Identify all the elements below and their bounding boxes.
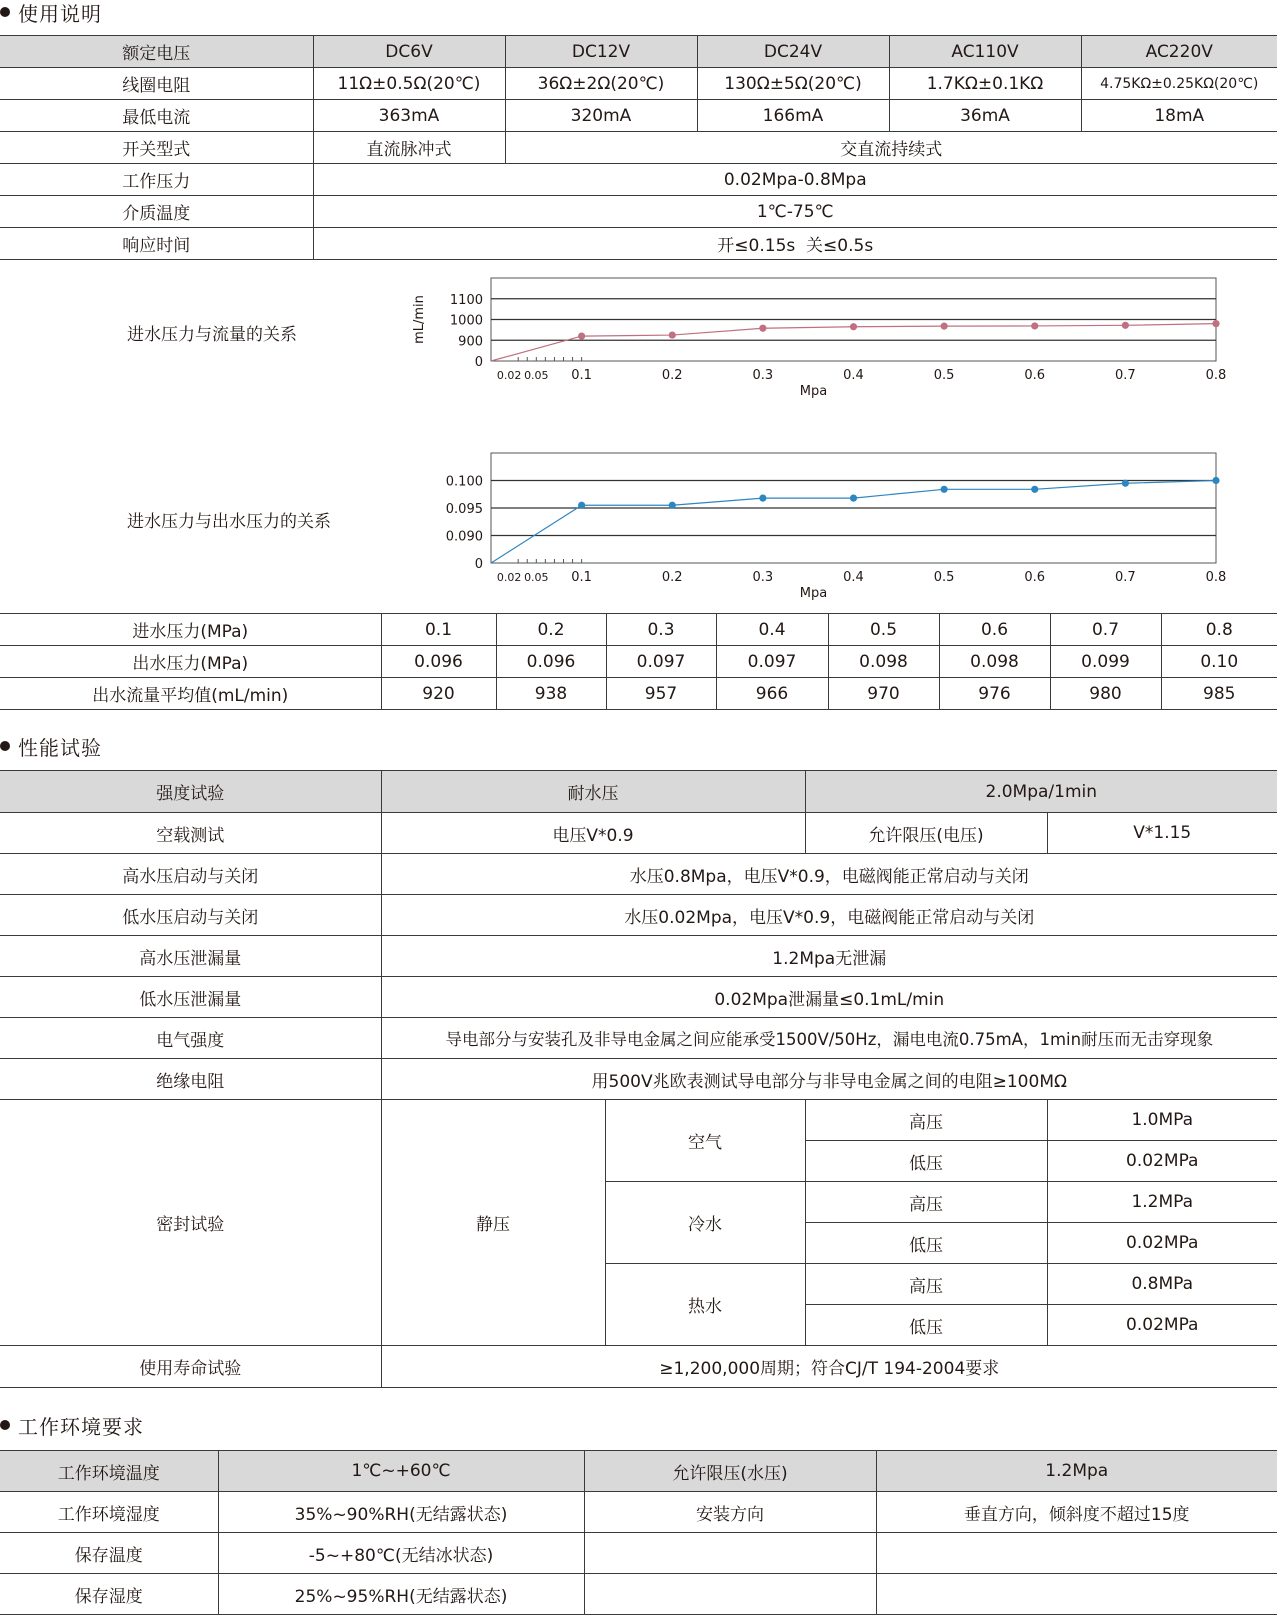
y-tick-label: 1000	[449, 313, 483, 329]
resistance-value: 36Ω±2Ω(20℃)	[505, 68, 697, 100]
switch-ac: 交直流持续式	[505, 132, 1277, 164]
x-tick-label: 0.1	[571, 368, 592, 383]
y-tick-label: 1100	[449, 292, 483, 308]
response-value: 开≤0.15s 关≤0.5s	[313, 228, 1277, 260]
x-tick-label: 0.6	[1024, 368, 1046, 383]
noload-v2: 允许限压(电压)	[805, 813, 1047, 854]
low-start-row	[0, 895, 1277, 936]
voltage-dc24: DC24V	[697, 36, 889, 68]
usage-table	[0, 35, 1277, 260]
voltage-row	[0, 36, 1277, 68]
strength-col2: 耐水压	[381, 771, 805, 813]
inlet-value: 0.8	[1161, 614, 1277, 646]
env-key: 保存湿度	[0, 1574, 218, 1615]
x-axis-label: Mpa	[799, 586, 828, 601]
bullet-icon	[0, 741, 10, 751]
switch-dc: 直流脉冲式	[313, 132, 505, 164]
seal-high-label: 高压	[805, 1264, 1047, 1305]
high-leak-label: 高水压泄漏量	[0, 936, 381, 977]
outlet-value: 0.098	[939, 646, 1050, 678]
inlet-value: 0.5	[828, 614, 939, 646]
env-row	[0, 1533, 1277, 1574]
seal-low-label: 低压	[805, 1141, 1047, 1182]
outlet-value: 0.098	[828, 646, 939, 678]
env-value: 垂直方向，倾斜度不超过15度	[876, 1492, 1277, 1533]
data-point	[578, 502, 585, 509]
performance-section-title: 性能试验	[0, 734, 102, 758]
noload-v1: 电压V*0.9	[381, 813, 805, 854]
resistance-label: 线圈电阻	[0, 68, 313, 100]
y-tick-label: 0.100	[445, 474, 483, 490]
life-row	[0, 1346, 1277, 1388]
temp-value: 1℃-75℃	[313, 196, 1277, 228]
outlet-value: 0.097	[716, 646, 828, 678]
data-point	[759, 495, 766, 502]
pressure-label: 工作压力	[0, 164, 313, 196]
env-key	[584, 1533, 876, 1574]
inlet-value: 0.3	[606, 614, 716, 646]
data-point	[669, 502, 676, 509]
flow-label: 出水流量平均值(mL/min)	[0, 678, 381, 710]
x-tick-label: 0.05	[524, 571, 549, 584]
flow-value: 966	[716, 678, 828, 710]
seal-row	[0, 1100, 1277, 1141]
voltage-dc12: DC12V	[505, 36, 697, 68]
x-tick-label: 0.3	[752, 368, 774, 383]
env-value: 35%~90%RH(无结露状态)	[218, 1492, 584, 1533]
env-row	[0, 1492, 1277, 1533]
low-start-value: 水压0.02Mpa，电压V*0.9，电磁阀能正常启动与关闭	[381, 895, 1277, 936]
low-leak-value: 0.02Mpa泄漏量≤0.1mL/min	[381, 977, 1277, 1018]
x-tick-label: 0.4	[843, 368, 864, 383]
data-point	[669, 331, 676, 338]
seal-low-label: 低压	[805, 1305, 1047, 1346]
x-axis-label: Mpa	[799, 384, 828, 399]
switch-label: 开关型式	[0, 132, 313, 164]
env-value	[876, 1533, 1277, 1574]
y-tick-label: 0	[474, 355, 483, 370]
flow-value: 957	[606, 678, 716, 710]
current-label: 最低电流	[0, 100, 313, 132]
electric-value: 导电部分与安装孔及非导电金属之间应能承受1500V/50Hz，漏电电流0.75mA，1min耐压而无击穿现象	[381, 1018, 1277, 1059]
strength-row	[0, 771, 1277, 813]
high-leak-row	[0, 936, 1277, 977]
inlet-label: 进水压力(MPa)	[0, 614, 381, 646]
low-leak-label: 低水压泄漏量	[0, 977, 381, 1018]
pressure-row	[0, 164, 1277, 196]
y-tick-label: 0.090	[445, 529, 483, 545]
x-tick-label: 0.1	[571, 570, 592, 585]
data-point	[1031, 486, 1038, 493]
flow-value: 980	[1050, 678, 1161, 710]
low-leak-row	[0, 977, 1277, 1018]
data-point	[1122, 322, 1129, 329]
env-key: 工作环境温度	[0, 1451, 218, 1492]
env-key: 保存温度	[0, 1533, 218, 1574]
strength-label: 强度试验	[0, 771, 381, 813]
insulation-value: 用500V兆欧表测试导电部分与非导电金属之间的电阻≥100MΩ	[381, 1059, 1277, 1100]
x-tick-label: 0.6	[1024, 570, 1046, 585]
env-value	[876, 1574, 1277, 1615]
x-tick-label: 0.02	[496, 369, 522, 382]
outlet-value: 0.096	[381, 646, 496, 678]
seal-high-value: 1.0MPa	[1047, 1100, 1277, 1141]
inlet-row	[0, 614, 1277, 646]
electric-row	[0, 1018, 1277, 1059]
data-point	[850, 495, 857, 502]
y-tick-label: 0	[474, 557, 483, 572]
life-value: ≥1,200,000周期；符合CJ/T 194-2004要求	[381, 1346, 1277, 1388]
switch-row	[0, 132, 1277, 164]
seal-low-label: 低压	[805, 1223, 1047, 1264]
outlet-value: 0.097	[606, 646, 716, 678]
env-value: 1.2Mpa	[876, 1451, 1277, 1492]
pressure-value: 0.02Mpa-0.8Mpa	[313, 164, 1277, 196]
outlet-row	[0, 646, 1277, 678]
seal-low-value: 0.02MPa	[1047, 1141, 1277, 1182]
env-value: 25%~95%RH(无结露状态)	[218, 1574, 584, 1615]
x-tick-label: 0.05	[524, 369, 549, 382]
seal-medium-cold: 冷水	[605, 1182, 805, 1264]
bullet-icon	[0, 7, 10, 17]
inlet-value: 0.2	[496, 614, 606, 646]
seal-high-value: 1.2MPa	[1047, 1182, 1277, 1223]
inlet-value: 0.1	[381, 614, 496, 646]
data-point	[941, 323, 948, 330]
inlet-value: 0.7	[1050, 614, 1161, 646]
current-value: 166mA	[697, 100, 889, 132]
current-value: 320mA	[505, 100, 697, 132]
flow-row	[0, 678, 1277, 710]
pressure-table	[0, 613, 1277, 710]
noload-row	[0, 813, 1277, 854]
seal-medium-air: 空气	[605, 1100, 805, 1182]
x-tick-label: 0.7	[1115, 570, 1136, 585]
environment-section-title: 工作环境要求	[0, 1413, 144, 1437]
env-key	[584, 1574, 876, 1615]
current-value: 36mA	[889, 100, 1081, 132]
strength-col3: 2.0Mpa/1min	[805, 771, 1277, 813]
data-point	[850, 323, 857, 330]
data-point	[1212, 320, 1219, 327]
response-row	[0, 228, 1277, 260]
outlet-value: 0.10	[1161, 646, 1277, 678]
resistance-value: 11Ω±0.5Ω(20℃)	[313, 68, 505, 100]
current-row	[0, 100, 1277, 132]
high-start-row	[0, 854, 1277, 895]
env-value: 1℃~+60℃	[218, 1451, 584, 1492]
series-line	[491, 481, 1216, 564]
x-tick-label: 0.8	[1205, 570, 1227, 585]
data-point	[759, 325, 766, 332]
temp-label: 介质温度	[0, 196, 313, 228]
insulation-row	[0, 1059, 1277, 1100]
env-key: 工作环境湿度	[0, 1492, 218, 1533]
bullet-icon	[0, 1420, 10, 1430]
x-tick-label: 0.5	[933, 368, 955, 383]
current-value: 18mA	[1081, 100, 1277, 132]
data-point	[1122, 480, 1129, 487]
seal-static: 静压	[381, 1100, 605, 1346]
electric-label: 电气强度	[0, 1018, 381, 1059]
high-leak-value: 1.2Mpa无泄漏	[381, 936, 1277, 977]
x-tick-label: 0.7	[1115, 368, 1136, 383]
x-tick-label: 0.5	[933, 570, 955, 585]
voltage-ac110: AC110V	[889, 36, 1081, 68]
high-start-value: 水压0.8Mpa，电压V*0.9，电磁阀能正常启动与关闭	[381, 854, 1277, 895]
seal-label: 密封试验	[0, 1100, 381, 1346]
x-tick-label: 0.3	[752, 570, 774, 585]
inlet-value: 0.4	[716, 614, 828, 646]
response-label: 响应时间	[0, 228, 313, 260]
noload-label: 空载测试	[0, 813, 381, 854]
noload-v3: V*1.15	[1047, 813, 1277, 854]
voltage-label: 额定电压	[0, 36, 313, 68]
x-tick-label: 0.02	[496, 571, 522, 584]
performance-table	[0, 770, 1277, 1388]
resistance-value: 130Ω±5Ω(20℃)	[697, 68, 889, 100]
temp-row	[0, 196, 1277, 228]
x-tick-label: 0.4	[843, 570, 864, 585]
flow-value: 985	[1161, 678, 1277, 710]
outlet-label: 出水压力(MPa)	[0, 646, 381, 678]
data-point	[1212, 477, 1219, 484]
resistance-value: 4.75KΩ±0.25KΩ(20℃)	[1081, 68, 1277, 100]
high-start-label: 高水压启动与关闭	[0, 854, 381, 895]
flow-value: 970	[828, 678, 939, 710]
resistance-value: 1.7KΩ±0.1KΩ	[889, 68, 1081, 100]
env-key: 安装方向	[584, 1492, 876, 1533]
outlet-value: 0.096	[496, 646, 606, 678]
env-row	[0, 1574, 1277, 1615]
flow-value: 938	[496, 678, 606, 710]
env-key: 允许限压(水压)	[584, 1451, 876, 1492]
pressure-chart	[380, 448, 1260, 608]
seal-medium-hot: 热水	[605, 1264, 805, 1346]
data-point	[941, 486, 948, 493]
insulation-label: 绝缘电阻	[0, 1059, 381, 1100]
life-label: 使用寿命试验	[0, 1346, 381, 1388]
seal-low-value: 0.02MPa	[1047, 1305, 1277, 1346]
current-value: 363mA	[313, 100, 505, 132]
pressure-chart-title: 进水压力与出水压力的关系	[127, 512, 331, 532]
low-start-label: 低水压启动与关闭	[0, 895, 381, 936]
seal-high-label: 高压	[805, 1100, 1047, 1141]
outlet-value: 0.099	[1050, 646, 1161, 678]
seal-low-value: 0.02MPa	[1047, 1223, 1277, 1264]
env-value: -5~+80℃(无结冰状态)	[218, 1533, 584, 1574]
environment-table	[0, 1450, 1277, 1615]
voltage-ac220: AC220V	[1081, 36, 1277, 68]
resistance-row	[0, 68, 1277, 100]
x-tick-label: 0.2	[661, 570, 683, 585]
y-tick-label: 900	[458, 334, 483, 350]
voltage-dc6: DC6V	[313, 36, 505, 68]
inlet-value: 0.6	[939, 614, 1050, 646]
y-axis-label: mL/min	[412, 295, 427, 344]
env-row	[0, 1451, 1277, 1492]
data-point	[578, 333, 585, 340]
flow-chart	[380, 268, 1260, 403]
flow-value: 920	[381, 678, 496, 710]
flow-value: 976	[939, 678, 1050, 710]
usage-section-title: 使用说明	[0, 0, 102, 24]
data-point	[1031, 322, 1038, 329]
flow-chart-title: 进水压力与流量的关系	[127, 325, 297, 345]
x-tick-label: 0.2	[661, 368, 683, 383]
y-tick-label: 0.095	[445, 502, 483, 517]
seal-high-label: 高压	[805, 1182, 1047, 1223]
x-tick-label: 0.8	[1205, 368, 1227, 383]
seal-high-value: 0.8MPa	[1047, 1264, 1277, 1305]
